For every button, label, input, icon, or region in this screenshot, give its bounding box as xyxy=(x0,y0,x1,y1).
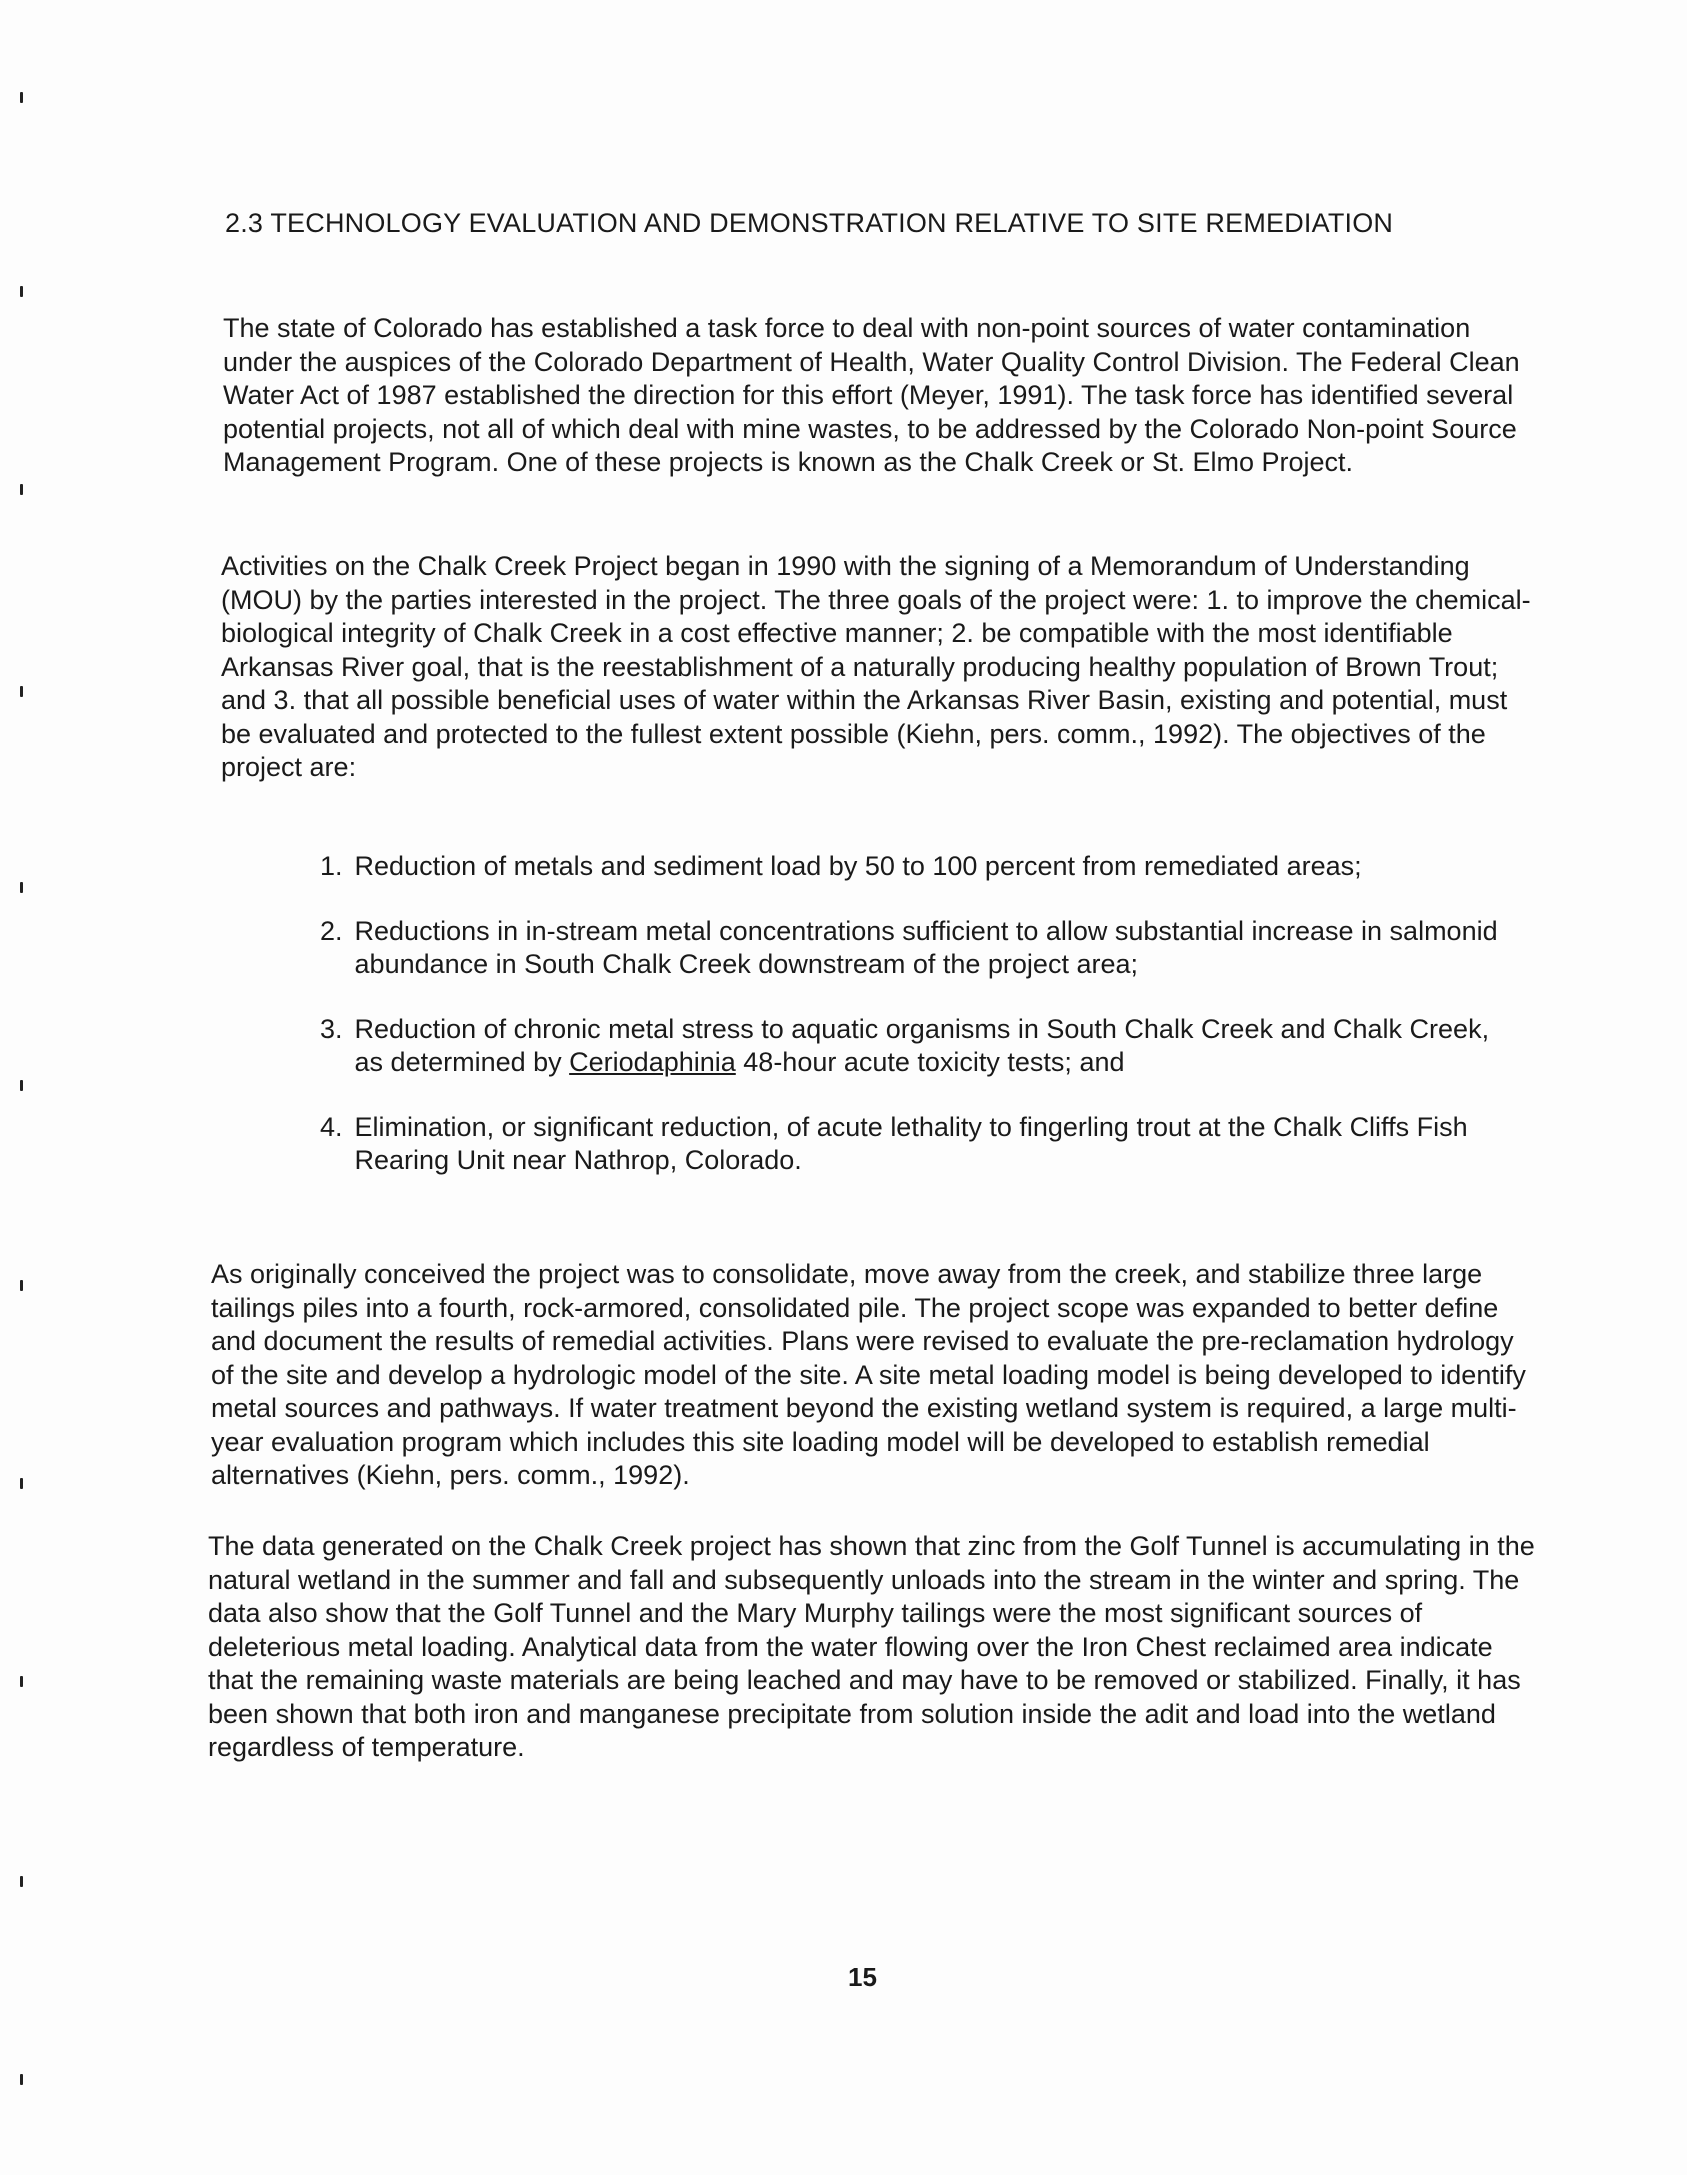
objective-number: 2. xyxy=(320,915,343,946)
objective-number: 3. xyxy=(320,1013,343,1044)
list-item xyxy=(320,915,1520,982)
objective-text: Reduction of metals and sediment load by 50 to 100 percent from remediated areas; xyxy=(354,851,1362,881)
binder-mark xyxy=(20,1280,23,1291)
binder-mark xyxy=(20,2074,23,2085)
binder-mark xyxy=(20,92,23,103)
species-name: Ceriodaphinia xyxy=(569,1047,736,1077)
objective-number: 4. xyxy=(320,1111,343,1142)
objective-text: Reductions in in-stream metal concentrations sufficient to allow substantial increase in salmonid abundance in South Chalk Creek downstream of the project area; xyxy=(354,915,1498,979)
binder-mark xyxy=(20,1080,23,1091)
objectives-list xyxy=(320,850,1520,1209)
binder-mark xyxy=(20,484,23,495)
objective-text xyxy=(355,1013,1520,1080)
data-findings-paragraph: The data generated on the Chalk Creek project has shown that zinc from the Golf Tunnel is accumulating in the natural wetland in the summer and fall and subsequently unloads into the stream in the winter and spring. The data also show that the Golf Tunnel and the Mary Murphy tailings were the most significant sources of deleterious metal loading. Analytical data from the water flowing over the Iron Chest reclaimed area indicate that the remaining waste materials are being leached and may have to be removed or stabilized. Finally, it has been shown that both iron and manganese precipitate from solution inside the adit and load into the wetland regardless of temperature. xyxy=(208,1531,1535,1762)
section-heading: 2.3 TECHNOLOGY EVALUATION AND DEMONSTRATION RELATIVE TO SITE REMEDIATION xyxy=(225,208,1394,238)
objective-number: 1. xyxy=(320,851,343,881)
intro-paragraph: The state of Colorado has established a task force to deal with non-point sources of water contamination under the auspices of the Colorado Department of Health, Water Quality Control Division. The Federal Clean Water Act of 1987 established the direction for this effort (Meyer, 1991). The task force has identified several potential projects, not all of which deal with mine wastes, to be addressed by the Colorado Non-point Source Management Program. One of these projects is known as the Chalk Creek or St. Elmo Project. xyxy=(223,313,1520,477)
binder-mark xyxy=(20,1676,23,1687)
page-number: 15 xyxy=(848,1962,877,1992)
activities-paragraph: Activities on the Chalk Creek Project began in 1990 with the signing of a Memorandum of Understanding (MOU) by the parties interested in the project. The three goals of the project were: 1. to improve the chemical-biological integrity of Chalk Creek in a cost effective manner; 2. be compatible with the most identifiable Arkansas River goal, that is the reestablishment of a naturally producing healthy population of Brown Trout; and 3. that all possible beneficial uses of water within the Arkansas River Basin, existing and potential, must be evaluated and protected to the fullest extent possible (Kiehn, pers. comm., 1992). The objectives of the project are: xyxy=(221,551,1531,782)
objective-text: Elimination, or significant reduction, of acute lethality to fingerling trout at the Chalk Cliffs Fish Rearing Unit near Nathrop, Colorado. xyxy=(354,1111,1468,1175)
objective-text-after: 48-hour acute toxicity tests; and xyxy=(735,1047,1125,1077)
objective-text-before: Reduction of chronic metal stress to aquatic organisms in South Chalk Creek and Chalk Creek, as determined by xyxy=(354,1013,1490,1077)
binder-mark xyxy=(20,686,23,697)
binder-mark xyxy=(20,1478,23,1489)
binder-mark xyxy=(20,882,23,893)
binder-mark xyxy=(20,1876,23,1887)
binder-mark xyxy=(20,286,23,297)
list-item xyxy=(320,850,1520,884)
list-item xyxy=(320,1111,1520,1178)
list-item xyxy=(320,1013,1520,1080)
conceived-paragraph: As originally conceived the project was to consolidate, move away from the creek, and stabilize three large tailings piles into a fourth, rock-armored, consolidated pile. The project scope was expanded to better define and document the results of remedial activities. Plans were revised to evaluate the pre-reclamation hydrology of the site and develop a hydrologic model of the site. A site metal loading model is being developed to identify metal sources and pathways. If water treatment beyond the existing wetland system is required, a large multi-year evaluation program which includes this site loading model will be developed to establish remedial alternatives (Kiehn, pers. comm., 1992). xyxy=(211,1259,1526,1490)
